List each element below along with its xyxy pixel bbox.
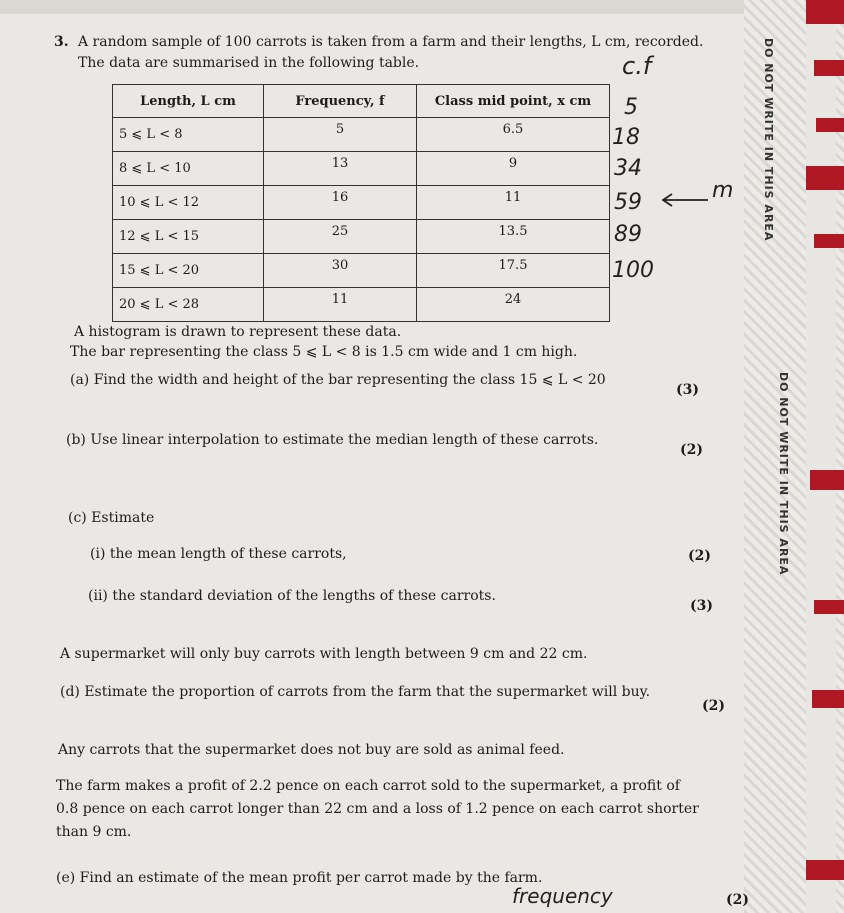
histogram-line1: A histogram is drawn to represent these data. (74, 324, 402, 340)
profit-line2: 0.8 pence on each carrot longer than 22 cm and a loss of 1.2 pence on each carrot shorter (56, 801, 699, 817)
cell-midpoint: 11 (417, 186, 610, 220)
handwritten-arrow-note: m (712, 178, 734, 203)
part-b-marks: (2) (680, 442, 703, 458)
part-e: (e) Find an estimate of the mean profit per carrot made by the farm. (56, 870, 543, 886)
histogram-line2: The bar representing the class 5 ⩽ L < 8 is 1.5 cm wide and 1 cm high. (70, 344, 578, 360)
data-table (112, 84, 610, 322)
part-d-marks: (2) (702, 698, 725, 714)
part-e-marks: (2) (726, 892, 749, 908)
cell-frequency: 30 (264, 254, 417, 288)
handwritten-cf-value: 5 (624, 95, 638, 120)
cell-length: 15 ⩽ L < 20 (113, 254, 264, 288)
table-row (113, 254, 610, 288)
margin-tab (814, 60, 844, 76)
part-d: (d) Estimate the proportion of carrots from the farm that the supermarket will buy. (60, 684, 651, 700)
cell-length: 10 ⩽ L < 12 (113, 186, 264, 220)
profit-line1: The farm makes a profit of 2.2 pence on each carrot sold to the supermarket, a profit of (56, 778, 680, 794)
table-row (113, 220, 610, 254)
question-intro-line2: The data are summarised in the following table. (78, 55, 420, 71)
margin-warning-bottom: DO NOT WRITE IN THIS AREA (777, 372, 790, 576)
part-c-ii: (ii) the standard deviation of the lengths of these carrots. (88, 588, 496, 604)
margin-tab (806, 860, 844, 880)
handwritten-cf-header: c.f (622, 52, 652, 80)
header-frequency: Frequency, f (264, 85, 417, 118)
question-intro-line1: A random sample of 100 carrots is taken from a farm and their lengths, L cm, recorded. (78, 34, 704, 50)
cell-frequency: 25 (264, 220, 417, 254)
handwritten-cf-value: 89 (614, 222, 642, 247)
cell-frequency: 11 (264, 288, 417, 322)
margin-strip (806, 0, 836, 913)
margin-tab (814, 234, 844, 248)
table-row (113, 186, 610, 220)
table-header-row (113, 85, 610, 118)
table-row (113, 152, 610, 186)
margin-tab (814, 600, 844, 614)
handwritten-cf-value: 100 (612, 258, 654, 283)
cell-length: 8 ⩽ L < 10 (113, 152, 264, 186)
part-b: (b) Use linear interpolation to estimate the median length of these carrots. (66, 432, 599, 448)
handwritten-arrow-icon (660, 190, 710, 210)
table-row (113, 288, 610, 322)
table-row (113, 118, 610, 152)
margin-tab (816, 118, 844, 132)
part-c-i-marks: (2) (688, 548, 711, 564)
cell-frequency: 13 (264, 152, 417, 186)
part-a-marks: (3) (676, 382, 699, 398)
margin-tab (806, 166, 844, 190)
question-number: 3. (54, 34, 69, 50)
cell-length: 12 ⩽ L < 15 (113, 220, 264, 254)
cell-frequency: 5 (264, 118, 417, 152)
part-c-ii-marks: (3) (690, 598, 713, 614)
top-shadow (0, 0, 844, 14)
cell-midpoint: 24 (417, 288, 610, 322)
cell-midpoint: 9 (417, 152, 610, 186)
handwritten-cf-value: 59 (614, 190, 642, 215)
header-midpoint: Class mid point, x cm (417, 85, 610, 118)
margin-tab (810, 470, 844, 490)
handwritten-cf-value: 34 (614, 156, 642, 181)
cell-length: 5 ⩽ L < 8 (113, 118, 264, 152)
part-c: (c) Estimate (68, 510, 155, 526)
cell-midpoint: 13.5 (417, 220, 610, 254)
header-length: Length, L cm (113, 85, 264, 118)
margin-tab (812, 690, 844, 708)
part-c-i: (i) the mean length of these carrots, (90, 546, 347, 562)
supermarket-statement: A supermarket will only buy carrots with length between 9 cm and 22 cm. (60, 646, 588, 662)
part-a: (a) Find the width and height of the bar representing the class 15 ⩽ L < 20 (70, 372, 606, 388)
margin-warning-top: DO NOT WRITE IN THIS AREA (762, 38, 775, 242)
handwritten-bottom-note: frequency (512, 884, 613, 908)
cell-midpoint: 6.5 (417, 118, 610, 152)
profit-line3: than 9 cm. (56, 824, 132, 840)
margin-tab (806, 0, 844, 24)
handwritten-cf-value: 18 (612, 125, 640, 150)
animal-feed-statement: Any carrots that the supermarket does not buy are sold as animal feed. (58, 742, 565, 758)
cell-length: 20 ⩽ L < 28 (113, 288, 264, 322)
cell-frequency: 16 (264, 186, 417, 220)
cell-midpoint: 17.5 (417, 254, 610, 288)
